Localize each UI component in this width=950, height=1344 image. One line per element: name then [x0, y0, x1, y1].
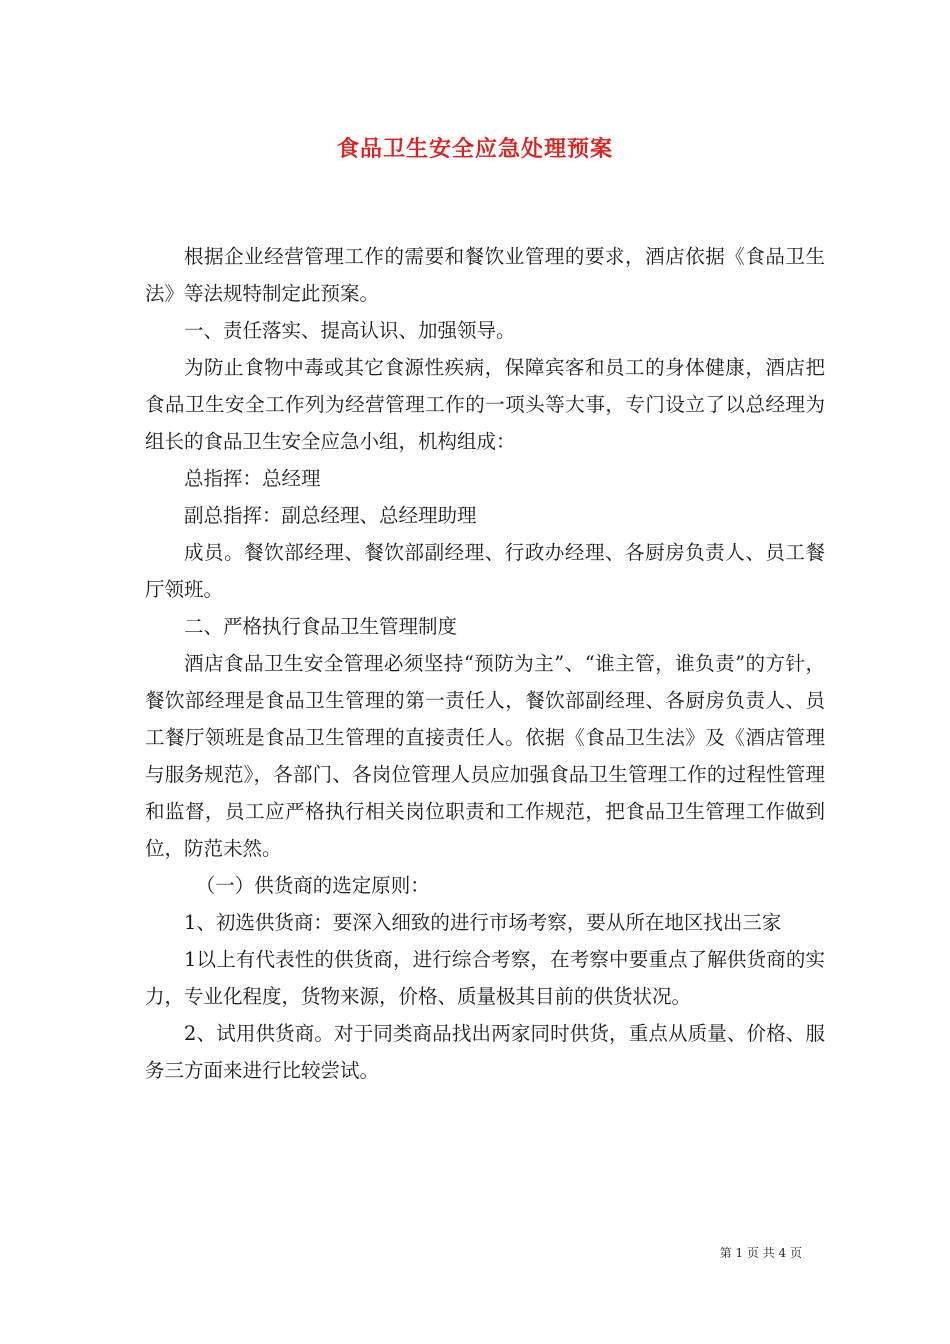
paragraph-supplier-review: 1以上有代表性的供货商，进行综合考察，在考察中要重点了解供货商的实力，专业化程度，货物来源，价格、质量极其目前的供货状况。	[145, 948, 825, 1008]
paragraph-management: 酒店食品卫生安全管理必须坚持“预防为主”、“谁主管，谁负责”的方针，餐饮部经理是食品卫生管理的第一责任人，餐饮部副经理、各厨房负责人、员工餐厅领班是食品卫生管理的直接责任人。依据《食品卫生法》及《酒店管理与服务规范》，各部门、各岗位管理人员应加强食品卫生管理工作的过程性管理和监督，员工应严格执行相关岗位职责和工作规范，把食品卫生管理工作做到位，防范未然。	[145, 652, 825, 860]
paragraph-supplier-trial: 2、试用供货商。对于同类商品找出两家同时供货，重点从质量、价格、服务三方面来进行比较尝试。	[145, 1022, 825, 1082]
paragraph-intro: 根据企业经营管理工作的需要和餐饮业管理的要求，酒店依据《食品卫生法》等法规特制定此预案。	[145, 245, 825, 305]
section-heading-1: 一、责任落实、提高认识、加强领导。	[184, 319, 516, 342]
page-number: 第 1 页 共 4 页	[719, 1246, 802, 1260]
subsection-heading-1: （一）供货商的选定原则：	[195, 874, 430, 897]
document-body	[145, 238, 825, 1089]
org-commander: 总指挥：总经理	[184, 467, 321, 490]
paragraph-supplier-initial: 1、初选供货商：要深入细致的进行市场考察，要从所在地区找出三家	[184, 911, 782, 934]
paragraph-purpose: 为防止食物中毒或其它食源性疾病，保障宾客和员工的身体健康，酒店把食品卫生安全工作列为经营管理工作的一项头等大事，专门设立了以总经理为组长的食品卫生安全应急小组，机构组成：	[145, 356, 825, 453]
org-members: 成员。餐饮部经理、餐饮部副经理、行政办经理、各厨房负责人、员工餐厅领班。	[145, 541, 825, 601]
document-title: 食品卫生安全应急处理预案	[336, 136, 613, 162]
org-deputy-commander: 副总指挥：副总经理、总经理助理	[184, 504, 477, 527]
section-heading-2: 二、严格执行食品卫生管理制度	[184, 615, 458, 638]
